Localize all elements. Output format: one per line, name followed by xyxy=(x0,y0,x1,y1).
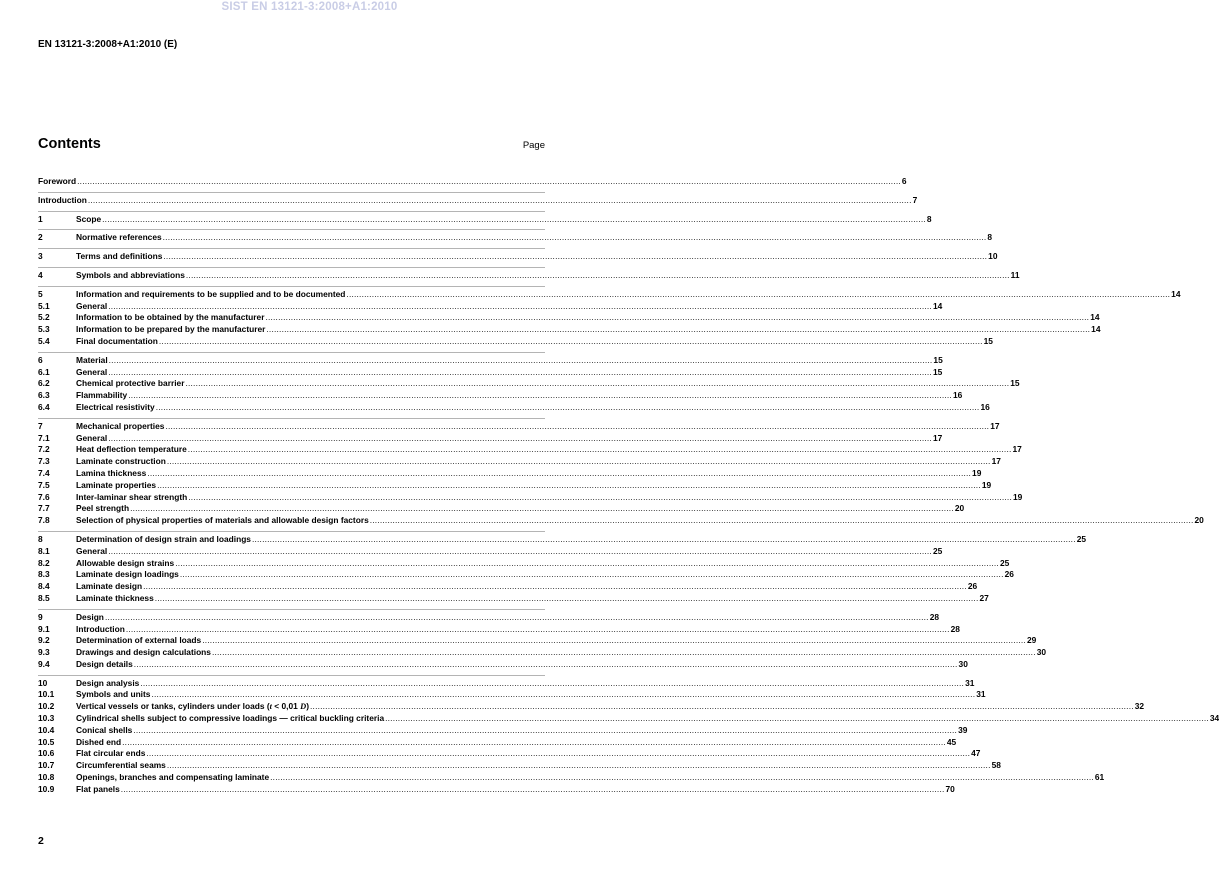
toc-entry-page: 19 xyxy=(981,479,992,490)
toc-entry-page: 26 xyxy=(1004,569,1014,580)
toc-entry[interactable] xyxy=(38,479,992,492)
toc-entry[interactable] xyxy=(38,378,1020,390)
toc-dot-leader xyxy=(167,760,991,772)
toc-dot-leader xyxy=(385,713,1209,725)
toc-entry-title: Laminate design xyxy=(76,581,143,592)
toc-group xyxy=(38,211,932,230)
toc-entry-page: 17 xyxy=(991,456,1001,467)
toc-entry-title: Material xyxy=(76,354,108,365)
toc-entry[interactable] xyxy=(38,783,955,796)
toc-entry-number: 10.9 xyxy=(38,783,55,794)
toc-entry-title: Cylindrical shells subject to compressive loadings — critical buckling criteria xyxy=(76,713,385,724)
toc-entry-page: 10 xyxy=(988,251,998,262)
toc-entry-number: 6.2 xyxy=(38,378,50,389)
toc-dot-leader xyxy=(126,624,950,636)
toc-dot-leader xyxy=(121,784,945,796)
toc-entry-title: Mechanical properties xyxy=(76,420,165,431)
toc-entry-page: 32 xyxy=(1134,701,1145,712)
toc-dot-leader xyxy=(108,546,932,558)
toc-entry[interactable] xyxy=(38,545,943,558)
toc-entry-number: 10 xyxy=(38,677,48,688)
toc-entry-number: 7.1 xyxy=(38,432,50,443)
toc-entry-number: 7.2 xyxy=(38,444,50,455)
toc-entry-number: 9.3 xyxy=(38,647,50,658)
toc-entry-title: Selection of physical properties of materials and allowable design factors xyxy=(76,515,369,526)
toc-entry[interactable] xyxy=(38,288,1181,301)
toc-dot-leader xyxy=(147,468,971,480)
toc-entry-page: 25 xyxy=(932,545,943,556)
toc-entry-title: Laminate thickness xyxy=(76,592,154,603)
toc-entry-title: Design details xyxy=(76,658,133,669)
toc-entry-number: 7.3 xyxy=(38,456,50,467)
toc-entry-page: 70 xyxy=(945,783,955,794)
toc-entry[interactable] xyxy=(38,557,1010,570)
toc-entry-page: 19 xyxy=(972,467,982,478)
toc-group xyxy=(38,531,1087,609)
toc-entry[interactable] xyxy=(38,401,990,414)
toc-dot-leader xyxy=(134,659,958,671)
toc-entry-title: Inter-laminar shear strength xyxy=(76,491,188,502)
toc-entry-number: 5 xyxy=(38,288,43,299)
toc-entry-title: Introduction xyxy=(38,194,87,205)
toc-dot-leader xyxy=(108,433,932,445)
toc-entry-number: 10.7 xyxy=(38,760,55,771)
toc-entry-page: 61 xyxy=(1094,772,1105,783)
toc-entry-title: Flat circular ends xyxy=(76,748,146,759)
page-number: 2 xyxy=(38,835,44,847)
toc-entry[interactable] xyxy=(38,515,1204,527)
toc-entry-title: Information to be prepared by the manufacturer xyxy=(76,324,266,335)
toc-entry-page: 25 xyxy=(1076,533,1087,544)
toc-group xyxy=(38,174,907,192)
toc-entry-page: 19 xyxy=(1012,491,1023,502)
toc-dot-leader xyxy=(77,176,901,188)
toc-entry-page: 7 xyxy=(912,194,918,205)
toc-entry-number: 6.1 xyxy=(38,366,50,377)
toc-entry-title: Laminate construction xyxy=(76,456,166,467)
toc-entry-number: 8.1 xyxy=(38,545,50,556)
toc-entry-page: 15 xyxy=(932,366,943,377)
toc-dot-leader xyxy=(155,593,979,605)
toc-entry-page: 8 xyxy=(987,232,993,243)
toc-dot-leader xyxy=(185,378,1009,390)
toc-entry-title: Drawings and design calculations xyxy=(76,647,211,658)
toc-entry-title-part: Vertical vessels or tanks, cylinders under loads ( xyxy=(76,701,270,712)
toc-entry-title: Laminate properties xyxy=(76,479,157,490)
toc-entry[interactable] xyxy=(38,354,943,367)
toc-group xyxy=(38,229,993,248)
toc-entry-page: 34 xyxy=(1209,713,1219,724)
toc-entry-title xyxy=(76,701,309,713)
toc-entry-number: 10.5 xyxy=(38,736,55,747)
toc-entry-number: 8 xyxy=(38,533,43,544)
toc-entry-number: 10.8 xyxy=(38,772,55,783)
toc-dot-leader xyxy=(165,421,989,433)
toc-entry-title: Chemical protective barrier xyxy=(76,378,185,389)
toc-entry-page: 25 xyxy=(999,557,1010,568)
toc-entry-page: 17 xyxy=(990,420,1000,431)
toc-entry-page: 17 xyxy=(932,432,943,443)
toc-entry-title: Information to be obtained by the manufacturer xyxy=(76,312,265,323)
toc-entry-page: 58 xyxy=(991,760,1001,771)
toc-entry-number: 8.5 xyxy=(38,592,50,603)
toc-entry-title-part: < 0,01 xyxy=(271,701,301,712)
toc-entry-page: 28 xyxy=(929,611,940,622)
toc-entry-number: 6.3 xyxy=(38,390,50,401)
toc-entry-number: 7.6 xyxy=(38,491,50,502)
contents-title: Contents xyxy=(38,136,101,152)
toc-entry-title: Determination of design strain and loadings xyxy=(76,533,251,544)
toc-entry-number: 8.2 xyxy=(38,557,50,568)
toc-entry-number: 4 xyxy=(38,269,43,280)
toc-entry-title: General xyxy=(76,300,108,311)
toc-entry-title: Heat deflection temperature xyxy=(76,444,187,455)
toc-dot-leader xyxy=(108,301,932,313)
toc-entry-title-variable: t xyxy=(269,702,272,712)
toc-entry-number: 2 xyxy=(38,232,43,243)
toc-dot-leader xyxy=(163,251,987,263)
toc-dot-leader xyxy=(266,324,1090,336)
toc-entry-title: Information and requirements to be supplied and to be documented xyxy=(76,288,346,299)
toc-entry-title: Flat panels xyxy=(76,783,120,794)
toc-dot-leader xyxy=(157,480,981,492)
toc-entry-number: 6.4 xyxy=(38,401,50,412)
toc-dot-leader xyxy=(133,725,957,737)
toc-entry-number: 10.2 xyxy=(38,701,55,712)
toc-dot-leader xyxy=(270,772,1094,784)
toc-dot-leader xyxy=(167,456,991,468)
toc-dot-leader xyxy=(186,270,1010,282)
toc-entry-page: 26 xyxy=(967,581,978,592)
toc-entry-title: Conical shells xyxy=(76,724,133,735)
toc-entry-number: 1 xyxy=(38,213,43,224)
toc-entry-page: 8 xyxy=(926,213,932,224)
toc-entry-title: Symbols and units xyxy=(76,689,151,700)
toc-entry-page: 31 xyxy=(965,677,975,688)
toc-entry[interactable] xyxy=(38,760,1001,772)
toc-group xyxy=(38,267,1020,286)
toc-entry-title: Laminate design loadings xyxy=(76,569,179,580)
toc-entry[interactable] xyxy=(38,611,940,624)
toc-group xyxy=(38,286,1181,352)
toc-entry-page: 14 xyxy=(932,300,943,311)
toc-entry[interactable] xyxy=(38,176,907,188)
toc-dot-leader xyxy=(151,689,975,701)
toc-dot-leader xyxy=(146,748,970,760)
toc-entry-title: Flammability xyxy=(76,390,128,401)
toc-entry-number: 10.1 xyxy=(38,689,55,700)
toc-entry[interactable] xyxy=(38,772,1105,784)
toc-group xyxy=(38,418,1204,531)
toc-entry-number: 5.2 xyxy=(38,312,50,323)
toc-entry-page: 27 xyxy=(979,592,989,603)
toc-entry[interactable] xyxy=(38,748,981,760)
toc-entry-number: 5.1 xyxy=(38,300,50,311)
toc-entry-number: 5.3 xyxy=(38,324,50,335)
toc-dot-leader xyxy=(143,581,967,593)
toc-entry-title-part: ) xyxy=(306,701,310,712)
toc-entry-number: 7 xyxy=(38,420,43,431)
toc-entry-number: 6 xyxy=(38,354,43,365)
toc-entry-title: Design xyxy=(76,611,104,622)
toc-entry[interactable] xyxy=(38,269,1020,282)
toc-entry-page: 16 xyxy=(952,390,963,401)
toc-dot-leader xyxy=(346,289,1170,301)
toc-entry-number: 10.3 xyxy=(38,713,55,724)
toc-entry-title: Terms and definitions xyxy=(76,251,163,262)
toc-entry-number: 3 xyxy=(38,251,43,262)
toc-entry-title: Foreword xyxy=(38,176,77,186)
toc-entry-title: Electrical resistivity xyxy=(76,401,155,412)
toc-dot-leader xyxy=(159,336,983,348)
toc-entry[interactable] xyxy=(38,194,918,207)
toc-entry-page: 39 xyxy=(958,724,968,735)
standard-code: EN 13121-3:2008+A1:2010 (E) xyxy=(38,39,178,50)
toc-entry-number: 8.4 xyxy=(38,581,50,592)
toc-entry-page: 17 xyxy=(1012,444,1022,455)
toc-dot-leader xyxy=(140,678,964,690)
toc-entry[interactable] xyxy=(38,232,993,244)
toc-dot-leader xyxy=(128,390,952,402)
toc-entry[interactable] xyxy=(38,503,965,515)
toc-entry[interactable] xyxy=(38,658,968,671)
toc-entry[interactable] xyxy=(38,724,968,737)
toc-dot-leader xyxy=(180,569,1004,581)
toc-group xyxy=(38,192,918,211)
toc-dot-leader xyxy=(122,737,946,749)
toc-entry-title: General xyxy=(76,545,108,556)
toc-dot-leader xyxy=(175,558,999,570)
toc-entry-title: Design analysis xyxy=(76,677,140,688)
toc-entry-number: 9 xyxy=(38,611,43,622)
toc-entry-title: Symbols and abbreviations xyxy=(76,269,185,280)
toc-entry[interactable] xyxy=(38,213,932,226)
toc-entry[interactable] xyxy=(38,335,993,348)
toc-entry[interactable] xyxy=(38,300,943,313)
toc-group xyxy=(38,352,1020,418)
toc-entry[interactable] xyxy=(38,491,1023,504)
toc-dot-leader xyxy=(102,214,926,226)
toc-entry-title: Introduction xyxy=(76,623,125,634)
toc-entry[interactable] xyxy=(38,366,943,379)
toc-entry-page: 15 xyxy=(933,354,943,365)
toc-entry-page: 31 xyxy=(976,689,986,700)
toc-entry-page: 16 xyxy=(980,401,990,412)
toc-entry[interactable] xyxy=(38,569,1014,581)
toc-dot-leader xyxy=(130,503,954,515)
toc-entry-number: 7.5 xyxy=(38,479,50,490)
toc-entry-number: 9.4 xyxy=(38,658,50,669)
table-of-contents xyxy=(38,174,1219,800)
toc-entry-title: Peel strength xyxy=(76,503,130,514)
toc-entry-title: Normative references xyxy=(76,232,162,243)
toc-entry[interactable] xyxy=(38,713,1219,725)
toc-dot-leader xyxy=(188,444,1012,456)
toc-dot-leader xyxy=(188,492,1012,504)
toc-entry[interactable] xyxy=(38,701,1145,713)
toc-entry[interactable] xyxy=(38,456,1001,468)
toc-entry[interactable] xyxy=(38,251,998,263)
toc-entry[interactable] xyxy=(38,647,1047,659)
toc-entry-number: 9.2 xyxy=(38,635,50,646)
toc-entry[interactable] xyxy=(38,444,1022,456)
toc-entry-number: 5.4 xyxy=(38,335,50,346)
toc-entry[interactable] xyxy=(38,736,957,749)
toc-entry-page: 47 xyxy=(971,748,981,759)
toc-group xyxy=(38,248,998,267)
toc-entry[interactable] xyxy=(38,420,1000,433)
toc-group xyxy=(38,675,1219,800)
toc-entry-title: Final documentation xyxy=(76,335,158,346)
toc-dot-leader xyxy=(202,635,1026,647)
toc-entry[interactable] xyxy=(38,635,1037,647)
toc-entry-title: Circumferential seams xyxy=(76,760,166,771)
toc-entry-number: 9.1 xyxy=(38,623,50,634)
toc-entry-title: General xyxy=(76,366,108,377)
toc-entry-page: 30 xyxy=(1036,647,1047,658)
toc-entry-page: 15 xyxy=(1010,378,1020,389)
toc-entry-number: 7.4 xyxy=(38,467,50,478)
toc-entry-page: 15 xyxy=(983,335,993,346)
toc-entry[interactable] xyxy=(38,592,989,605)
page-column-label: Page xyxy=(522,140,545,151)
toc-entry[interactable] xyxy=(38,581,978,593)
toc-entry[interactable] xyxy=(38,432,943,445)
toc-group xyxy=(38,609,1047,675)
toc-entry-page: 14 xyxy=(1091,324,1101,335)
toc-dot-leader xyxy=(109,355,933,367)
toc-entry-page: 20 xyxy=(1194,515,1204,526)
toc-entry-number: 7.7 xyxy=(38,503,50,514)
toc-entry[interactable] xyxy=(38,312,1100,324)
toc-entry-page: 30 xyxy=(958,658,968,669)
toc-entry-page: 20 xyxy=(954,503,965,514)
toc-entry[interactable] xyxy=(38,390,963,402)
toc-entry[interactable] xyxy=(38,689,986,701)
toc-dot-leader xyxy=(212,647,1036,659)
toc-dot-leader xyxy=(105,612,929,624)
toc-entry-title: Scope xyxy=(76,213,102,224)
toc-dot-leader xyxy=(88,195,912,207)
toc-entry[interactable] xyxy=(38,677,975,690)
toc-entry[interactable] xyxy=(38,324,1101,336)
toc-dot-leader xyxy=(108,367,932,379)
toc-entry-title: Allowable design strains xyxy=(76,557,175,568)
toc-entry-title: General xyxy=(76,432,108,443)
watermark: SIST EN 13121-3:2008+A1:2010 xyxy=(221,1,398,13)
toc-entry-title: Lamina thickness xyxy=(76,467,147,478)
toc-entry-page: 28 xyxy=(950,623,960,634)
toc-dot-leader xyxy=(370,515,1194,527)
toc-entry-title: Determination of external loads xyxy=(76,635,202,646)
toc-dot-leader xyxy=(265,312,1089,324)
toc-entry-page: 14 xyxy=(1171,288,1181,299)
toc-entry-title: Dished end xyxy=(76,736,122,747)
toc-entry[interactable] xyxy=(38,623,960,636)
toc-dot-leader xyxy=(156,402,980,414)
toc-entry-number: 8.3 xyxy=(38,569,50,580)
toc-entry[interactable] xyxy=(38,533,1087,546)
toc-entry-page: 6 xyxy=(901,176,907,186)
toc-entry-number: 7.8 xyxy=(38,515,50,526)
toc-entry-page: 14 xyxy=(1090,312,1100,323)
toc-dot-leader xyxy=(163,232,987,244)
toc-entry-title-variable: D xyxy=(300,702,307,712)
toc-dot-leader xyxy=(310,701,1134,713)
toc-entry-title: Openings, branches and compensating laminate xyxy=(76,772,270,783)
toc-entry-number: 10.6 xyxy=(38,748,55,759)
toc-entry-page: 45 xyxy=(946,736,957,747)
toc-entry-page: 11 xyxy=(1010,269,1020,280)
toc-entry[interactable] xyxy=(38,467,982,480)
toc-entry-page: 29 xyxy=(1026,635,1037,646)
toc-dot-leader xyxy=(252,534,1076,546)
toc-entry-number: 10.4 xyxy=(38,724,55,735)
